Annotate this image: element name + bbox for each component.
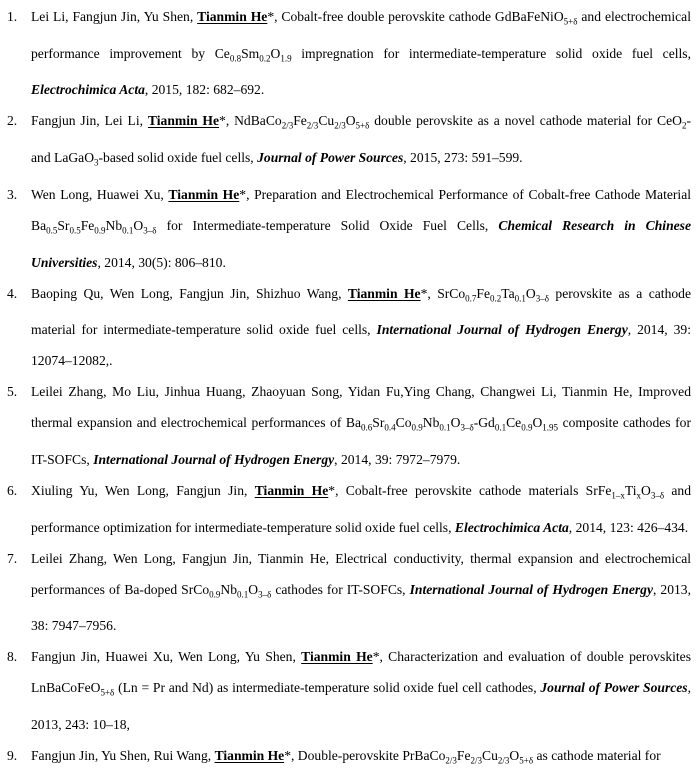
- formula-subscript: 0.4: [384, 423, 396, 434]
- reference-title-end: -based solid oxide fuel cells,: [98, 150, 258, 166]
- reference-title: *, Characterization and evaluation of double perovskites LnBaCoFeO: [31, 649, 692, 696]
- formula-element: O: [450, 415, 461, 431]
- reference-number: 6.: [7, 483, 18, 499]
- formula-subscript: 5+δ: [100, 688, 115, 699]
- highlighted-author: Tianmin He: [147, 113, 220, 129]
- formula-element: Ce: [506, 415, 522, 431]
- formula-element: Nb: [220, 581, 237, 597]
- reference-citation: , 2014, 30(5): 806–810.: [97, 254, 226, 270]
- reference-title: *, Cobalt-free double perovskite cathode GdBaFeNiO: [267, 9, 564, 24]
- reference-title-cont: and electrochemical performance improvement by Ce: [31, 9, 691, 61]
- reference-title: *, Cobalt-free perovskite cathode materials SrFe: [328, 483, 612, 499]
- formula-subscript: 3–δ: [650, 490, 665, 501]
- reference-number: 2.: [7, 113, 18, 129]
- reference-title-end: impregnation for intermediate-temperature solid oxide fuel cells,: [291, 45, 691, 61]
- formula-element: -Gd: [473, 415, 495, 431]
- reference-number: 7.: [7, 550, 18, 566]
- formula-subscript: 3–δ: [460, 423, 474, 434]
- reference-item: [0, 376, 697, 475]
- formula-subscript: 0.1: [122, 225, 134, 236]
- journal-name: International Journal of Hydrogen Energy: [409, 581, 653, 597]
- formula-element: Fe: [476, 285, 491, 301]
- reference-title-end: composite cathodes for IT-SOFCs,: [31, 415, 691, 468]
- reference-authors: Fangjun Jin, Lei Li,: [31, 113, 148, 129]
- reference-citation: , 2013, 38: 7947–7956.: [31, 581, 691, 634]
- formula-subscript: 2/3: [445, 755, 457, 766]
- formula-subscript: 1–x: [611, 490, 625, 501]
- reference-item: [0, 475, 697, 543]
- reference-item: [0, 179, 697, 278]
- journal-name: Electrochimica Acta: [454, 519, 569, 535]
- reference-title-end: for Intermediate-temperature Solid Oxide Fuel Cells,: [156, 217, 499, 233]
- formula-subscript: x: [636, 490, 641, 501]
- reference-authors: Xiuling Yu, Wen Long, Fangjun Jin,: [31, 483, 255, 499]
- highlighted-author: Tianmin He: [347, 285, 421, 301]
- formula-subscript: 5+δ: [355, 121, 370, 132]
- reference-item: [0, 543, 697, 642]
- formula-element: Sm: [241, 45, 260, 61]
- formula-element: O: [270, 45, 281, 61]
- formula-subscript: 0.1: [439, 423, 451, 434]
- reference-authors: Leilei Zhang, Wen Long, Fangjun Jin, Tianmin He, Electrical conductivity, thermal expansion and electrochemical performances of Ba-doped SrCo: [31, 550, 691, 597]
- formula-element: Cu: [318, 113, 335, 129]
- formula-element: Cu: [482, 748, 498, 764]
- formula-subscript: 2/3: [470, 755, 483, 766]
- formula-subscript: 0.1: [494, 423, 507, 434]
- reference-number: 1.: [7, 9, 18, 24]
- formula-subscript: 0.2: [490, 293, 502, 304]
- formula-element: Co: [395, 415, 412, 431]
- journal-name: International Journal of Hydrogen Energy: [376, 322, 628, 338]
- journal-name: Chemical Research in Chinese Universities: [31, 217, 691, 270]
- formula-element: Ta: [501, 285, 515, 301]
- formula-subscript: 1.95: [542, 423, 559, 434]
- formula-element: Nb: [422, 415, 440, 431]
- reference-title-end: double perovskite as a novel cathode material for CeO: [369, 113, 682, 129]
- reference-title: *, NdBaCo: [219, 113, 282, 129]
- formula-subscript: 3–δ: [535, 293, 549, 304]
- reference-authors: Leilei Zhang, Mo Liu, Jinhua Huang, Zhaoyuan Song, Yidan Fu,Ying Chang, Changwei Li, Tianmin He, Improved thermal expansion and electrochemical performances of Ba: [31, 384, 691, 431]
- reference-title-end: and performance optimization for intermediate-temperature solid oxide fuel cells,: [31, 483, 692, 535]
- reference-citation: , 2014, 39: 12074–12082,.: [31, 322, 692, 369]
- reference-title-end: as cathode material for: [533, 748, 661, 764]
- reference-authors: Lei Li, Fangjun Jin, Yu Shen,: [31, 9, 198, 24]
- reference-citation: , 2015, 273: 591–599.: [403, 150, 523, 166]
- highlighted-author: Tianmin He: [301, 649, 373, 665]
- formula-element: O: [509, 748, 520, 764]
- reference-citation: , 2013, 243: 10–18,: [31, 680, 691, 733]
- formula-subscript: 0.6: [361, 423, 373, 434]
- reference-authors: Fangjun Jin, Yu Shen, Rui Wang,: [31, 748, 215, 764]
- reference-citation: , 2014, 123: 426–434.: [568, 519, 689, 535]
- formula-subscript: 0.9: [209, 589, 221, 600]
- highlighted-author: Tianmin He: [197, 9, 268, 24]
- formula-element: O: [525, 285, 536, 301]
- reference-number: 9.: [7, 748, 18, 764]
- formula-subscript: 2/3: [281, 121, 294, 132]
- reference-number: 4.: [7, 285, 18, 301]
- formula-element: Sr: [57, 217, 70, 233]
- reference-citation: , 2014, 39: 7972–7979.: [334, 452, 461, 468]
- highlighted-author: Tianmin He: [214, 748, 285, 764]
- reference-authors: Wen Long, Huawei Xu,: [31, 186, 169, 202]
- reference-item: [0, 278, 697, 377]
- formula-subscript: 2: [681, 121, 687, 132]
- reference-number: 8.: [7, 649, 18, 665]
- journal-name: Journal of Power Sources: [257, 150, 404, 166]
- formula-subscript: 0.9: [94, 225, 106, 236]
- formula-subscript: 0.7: [465, 293, 477, 304]
- formula-subscript: 1.9: [280, 53, 292, 64]
- reference-authors: Fangjun Jin, Huawei Xu, Wen Long, Yu Shen,: [31, 649, 302, 665]
- formula-element: Nb: [105, 217, 123, 233]
- reference-title: *, Double-perovskite PrBaCo: [284, 748, 446, 764]
- reference-item: [0, 105, 697, 178]
- formula-subscript: 3–δ: [143, 225, 157, 236]
- formula-element: O: [532, 415, 543, 431]
- reference-title-end: (Ln = Pr and Nd) as intermediate-temperature solid oxide fuel cell cathodes,: [114, 680, 541, 696]
- formula-element: Sr: [372, 415, 385, 431]
- formula-subscript: 2/3: [497, 755, 510, 766]
- reference-item: [0, 641, 697, 740]
- formula-subscript: 0.2: [259, 53, 271, 64]
- formula-subscript: 0.5: [46, 225, 58, 236]
- journal-name: Electrochimica Acta: [31, 82, 145, 98]
- formula-element: Ti: [624, 483, 637, 499]
- highlighted-author: Tianmin He: [254, 483, 329, 499]
- formula-subscript: 2/3: [306, 121, 319, 132]
- formula-element: O: [248, 581, 259, 597]
- formula-subscript: 0.9: [411, 423, 423, 434]
- reference-title-end: - and LaGaO: [31, 113, 692, 166]
- reference-authors: Baoping Qu, Wen Long, Fangjun Jin, Shizhuo Wang,: [31, 285, 348, 301]
- journal-name: Journal of Power Sources: [540, 680, 688, 696]
- formula-subscript: 3–δ: [258, 589, 272, 600]
- highlighted-author: Tianmin He: [168, 186, 240, 202]
- formula-subscript: 3: [94, 157, 99, 168]
- journal-name: International Journal of Hydrogen Energy: [93, 452, 335, 468]
- reference-number: 3.: [7, 186, 18, 202]
- formula-subscript: 2/3: [334, 121, 346, 132]
- formula-subscript: 0.1: [514, 293, 526, 304]
- formula-element: Fe: [80, 217, 95, 233]
- reference-item: [0, 1, 697, 105]
- formula-element: Fe: [456, 748, 471, 764]
- formula-element: O: [640, 483, 651, 499]
- reference-title: *, Preparation and Electrochemical Performance of Cobalt-free Cathode Material Ba: [31, 186, 691, 233]
- reference-citation: , 2015, 182: 682–692.: [144, 82, 265, 98]
- formula-subscript: 0.8: [229, 53, 242, 64]
- formula-element: O: [133, 217, 144, 233]
- formula-subscript: 0.9: [521, 423, 533, 434]
- formula-subscript: 0.5: [69, 225, 81, 236]
- reference-list: [0, 1, 697, 777]
- reference-title: *, SrCo: [420, 285, 466, 301]
- formula-subscript: 5+δ: [519, 755, 534, 766]
- formula-element: O: [345, 113, 356, 129]
- reference-title-end: cathodes for IT-SOFCs,: [271, 581, 410, 597]
- formula-element: Fe: [293, 113, 307, 129]
- reference-title-end: perovskite as a cathode material for intermediate-temperature solid oxide fuel cells,: [31, 285, 691, 338]
- formula-subscript: 5+δ: [563, 16, 578, 27]
- reference-number: 5.: [7, 384, 18, 400]
- formula-subscript: 0.1: [237, 589, 249, 600]
